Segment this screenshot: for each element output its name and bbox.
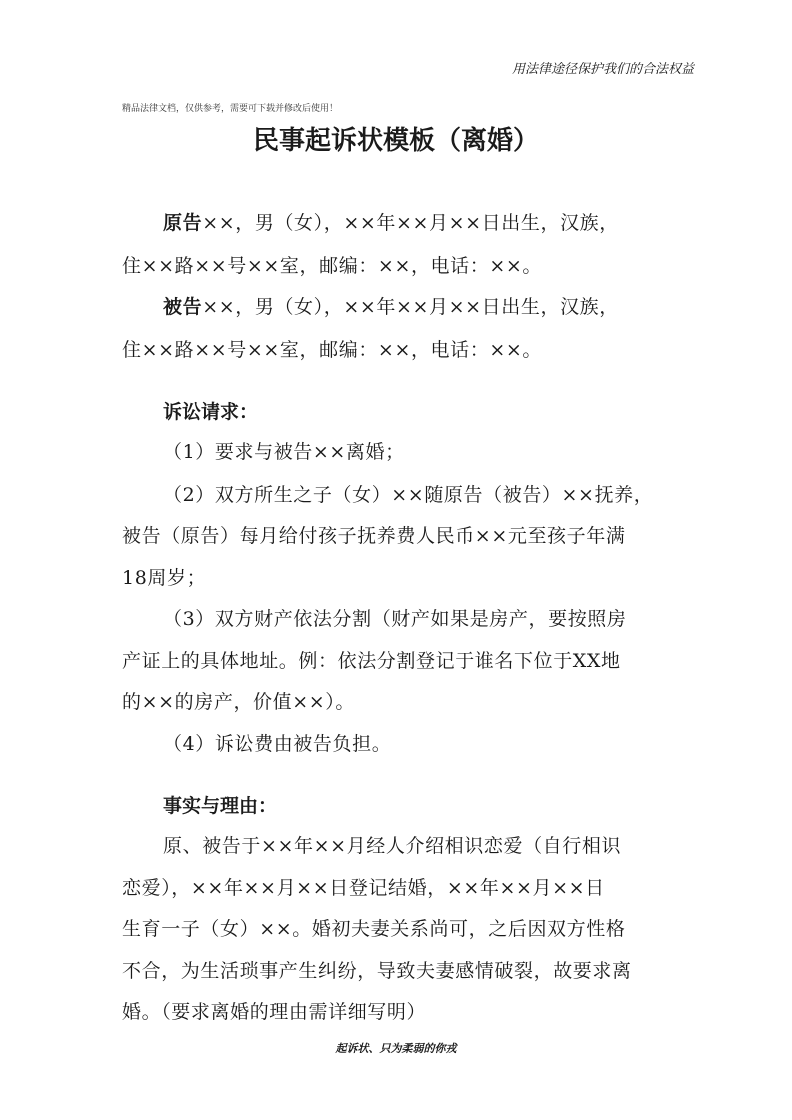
claim-line: （4）诉讼费由被告负担。 (163, 733, 392, 755)
defendant-line-1: 被告××，男（女），××年××月××日出生，汉族， (163, 296, 619, 318)
plaintiff-line-2: 住××路××号××室，邮编：××，电话：××。 (122, 255, 542, 277)
defendant-line-2: 住××路××号××室，邮编：××，电话：××。 (122, 339, 542, 361)
header-slogan: 用法律途径保护我们的合法权益 (511, 62, 694, 77)
claims-heading: 诉讼请求： (163, 401, 259, 423)
plaintiff-line-1: 原告××，男（女），××年××月××日出生，汉族， (163, 212, 619, 234)
claim-line: （1）要求与被告××离婚； (163, 441, 405, 463)
claim-line: 的××的房产，价值××）。 (122, 691, 355, 713)
claim-line: 产证上的具体地址。例：依法分割登记于谁名下位于XX地 (122, 650, 621, 672)
claim-line: 18周岁； (122, 567, 207, 589)
facts-heading: 事实与理由： (163, 795, 278, 817)
plaintiff-label: 原告 (163, 212, 203, 234)
facts-line: 婚。（要求离婚的理由需详细写明） (122, 1001, 427, 1023)
claim-line: （3）双方财产依法分割（财产如果是房产，要按照房 (163, 608, 627, 630)
claim-line: （2）双方所生之子（女）××随原告（被告）××抚养， (163, 484, 654, 506)
facts-line: 生育一子（女）××。婚初夫妻关系尚可，之后因双方性格 (122, 918, 626, 940)
facts-line: 不合，为生活琐事产生纠纷，导致夫妻感情破裂，故要求离 (122, 960, 632, 982)
claim-line: 被告（原告）每月给付孩子抚养费人民币××元至孩子年满 (122, 525, 626, 547)
header-note: 精品法律文档，仅供参考，需要可下载并修改后使用！ (122, 104, 339, 114)
defendant-label: 被告 (163, 296, 203, 318)
facts-line: 恋爱），××年××月××日登记结婚，××年××月××日 (122, 877, 605, 899)
facts-line: 原、被告于××年××月经人介绍相识恋爱（自行相识 (163, 835, 622, 857)
document-title: 民事起诉状模板（离婚） (252, 126, 539, 156)
page-footer: 起诉状、只为柔弱的你戎 (335, 1042, 457, 1055)
